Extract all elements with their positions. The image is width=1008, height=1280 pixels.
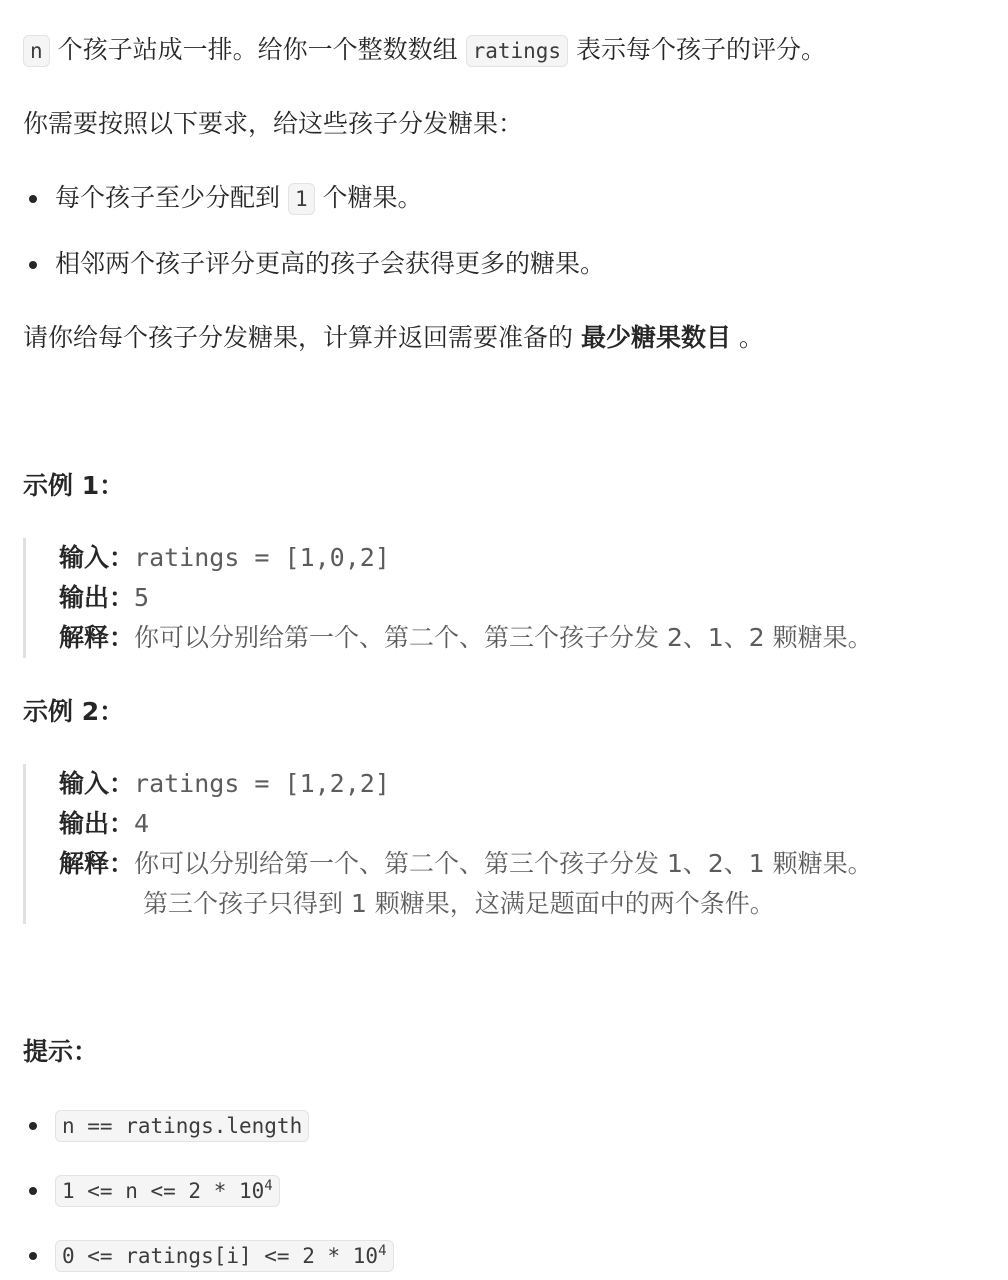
- explain-text: 你可以分别给第一个、第二个、第三个孩子分发 1、2、1 颗糖果。: [134, 849, 873, 878]
- hint-code: [55, 1240, 394, 1272]
- bullet-icon: [29, 195, 37, 203]
- example-2-block: [23, 764, 989, 924]
- example-2-output: [59, 804, 989, 844]
- input-value: ratings = [1,0,2]: [134, 543, 390, 572]
- p3-text-a: 请你给每个孩子分发糖果，计算并返回需要准备的: [23, 323, 581, 352]
- input-label: 输入：: [59, 543, 135, 572]
- rule1-text-a: 每个孩子至少分配到: [55, 183, 288, 212]
- inline-code-1: 1: [288, 183, 315, 215]
- output-value: 4: [134, 809, 150, 838]
- input-value: ratings = [1,2,2]: [134, 769, 390, 798]
- intro-paragraph-2: 你需要按照以下要求，给这些孩子分发糖果：: [23, 109, 524, 138]
- example-2-input: [59, 764, 989, 804]
- hint-text: 0 <= ratings[i] <= 2 * 10: [62, 1244, 379, 1268]
- rule1-text-b: 个糖果。: [314, 183, 423, 212]
- example-1-block: [23, 538, 989, 658]
- example-1-output: [59, 578, 989, 618]
- list-item: [23, 1173, 983, 1207]
- example-1-title: 示例 1：: [23, 471, 125, 500]
- hint-text: n == ratings.length: [62, 1114, 303, 1138]
- rules-list: [23, 181, 983, 281]
- intro-text-b: 表示每个孩子的评分。: [568, 35, 827, 64]
- hints-title: 提示：: [23, 1037, 99, 1066]
- bullet-icon: [29, 1252, 37, 1260]
- output-value: 5: [134, 583, 150, 612]
- example-1-input: [59, 538, 989, 578]
- p3-bold: 最少糖果数目: [580, 323, 731, 352]
- intro-paragraph-1: [23, 33, 826, 67]
- p3-text-b: 。: [730, 323, 764, 352]
- hint-text: 1 <= n <= 2 * 10: [62, 1179, 265, 1203]
- intro-text-a: 个孩子站成一排。给你一个整数数组: [49, 35, 466, 64]
- bullet-icon: [29, 1122, 37, 1130]
- hints-list: [23, 1108, 983, 1272]
- explain-label: 解释：: [59, 849, 135, 878]
- input-label: 输入：: [59, 769, 135, 798]
- hint-exponent: 4: [378, 1243, 387, 1259]
- inline-code-ratings: ratings: [466, 35, 569, 67]
- example-1-explanation: [59, 618, 989, 658]
- list-item: [23, 1238, 983, 1272]
- rule2-text: 相邻两个孩子评分更高的孩子会获得更多的糖果。: [55, 249, 606, 278]
- example-2-explanation-line2: 第三个孩子只得到 1 颗糖果，这满足题面中的两个条件。: [143, 889, 775, 918]
- hint-code: [55, 1110, 309, 1142]
- list-item: [23, 247, 983, 281]
- list-item: [23, 181, 983, 215]
- inline-code-n: n: [23, 35, 50, 67]
- explain-label: 解释：: [59, 623, 135, 652]
- bullet-icon: [29, 1187, 37, 1195]
- bullet-icon: [29, 261, 37, 269]
- list-item: [23, 1108, 983, 1142]
- hint-code: [55, 1175, 280, 1207]
- output-label: 输出：: [59, 583, 135, 612]
- hint-exponent: 4: [264, 1178, 273, 1194]
- example-2-explanation: [59, 844, 989, 884]
- intro-paragraph-3: [23, 321, 764, 355]
- example-2-title: 示例 2：: [23, 697, 125, 726]
- explain-text: 你可以分别给第一个、第二个、第三个孩子分发 2、1、2 颗糖果。: [134, 623, 873, 652]
- output-label: 输出：: [59, 809, 135, 838]
